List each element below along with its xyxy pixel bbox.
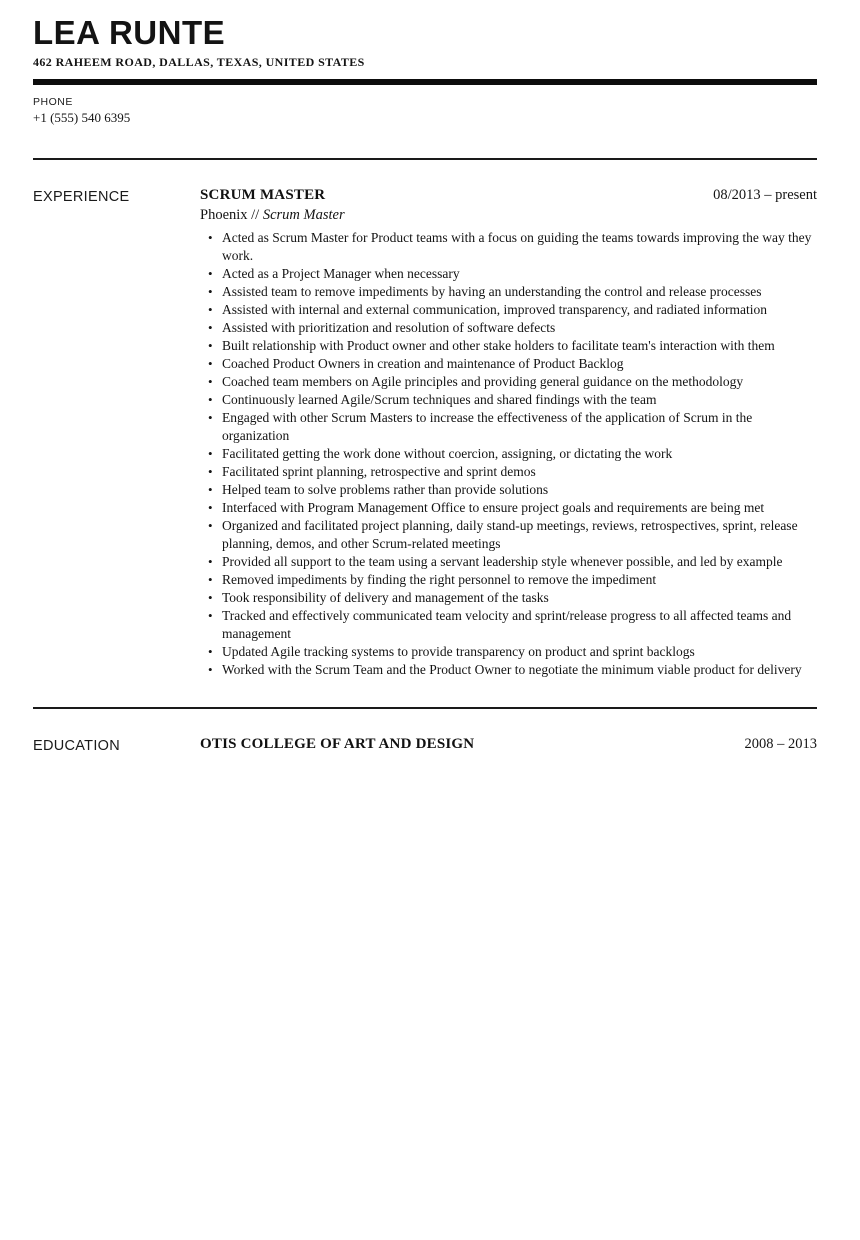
section-divider-bottom: [33, 707, 817, 709]
company-name: Phoenix: [200, 206, 248, 223]
bullet-item: • Helped team to solve problems rather than provide solutions: [200, 481, 817, 499]
education-section-label: EDUCATION: [33, 737, 121, 754]
bullet-item: • Took responsibility of delivery and management of the tasks: [200, 589, 817, 607]
job-header: [200, 187, 817, 204]
bullet-item: • Facilitated sprint planning, retrospective and sprint demos: [200, 463, 817, 481]
bullet-item: • Assisted with internal and external communication, improved transparency, and radiated information: [200, 301, 817, 319]
bullet-item: • Built relationship with Product owner and other stake holders to facilitate team's interaction with them: [200, 337, 817, 355]
bullet-item: • Updated Agile tracking systems to provide transparency on product and sprint backlogs: [200, 643, 817, 661]
bullet-item: • Interfaced with Program Management Office to ensure project goals and requirements are being met: [200, 499, 817, 517]
bullet-item: • Continuously learned Agile/Scrum techniques and shared findings with the team: [200, 391, 817, 409]
phone-label: PHONE: [33, 96, 73, 108]
bullet-item: • Coached Product Owners in creation and maintenance of Product Backlog: [200, 355, 817, 373]
bullet-item: • Tracked and effectively communicated team velocity and sprint/release progress to all affected teams and management: [200, 607, 817, 643]
education-header: [200, 736, 817, 753]
company-role-separator: //: [251, 206, 260, 223]
bullet-item: • Coached team members on Agile principles and providing general guidance on the methodology: [200, 373, 817, 391]
education-section: [33, 736, 817, 754]
person-name: LEA RUNTE: [33, 14, 226, 51]
school-name: OTIS COLLEGE OF ART AND DESIGN: [200, 735, 475, 752]
bullet-item: • Acted as Scrum Master for Product teams with a focus on guiding the teams towards improving the way they work.: [200, 229, 817, 265]
experience-section-label: EXPERIENCE: [33, 188, 130, 205]
role-name: Scrum Master: [262, 206, 345, 223]
bullet-item: • Removed impediments by finding the right personnel to remove the impediment: [200, 571, 817, 589]
bullet-item: • Assisted team to remove impediments by having an understanding the control and release processes: [200, 283, 817, 301]
experience-section: [33, 187, 817, 680]
bullet-item: • Engaged with other Scrum Masters to increase the effectiveness of the application of Scrum in the organization: [200, 409, 817, 445]
phone-value: +1 (555) 540 6395: [33, 110, 131, 125]
bullet-item: • Worked with the Scrum Team and the Product Owner to negotiate the minimum viable product for delivery: [200, 661, 817, 679]
experience-section-content: [200, 187, 817, 680]
bullet-item: • Provided all support to the team using a servant leadership style whenever possible, and led by example: [200, 553, 817, 571]
bullet-item: • Acted as a Project Manager when necessary: [200, 265, 817, 283]
job-dates: 08/2013 – present: [713, 186, 817, 203]
person-address: 462 RAHEEM ROAD, DALLAS, TEXAS, UNITED STATES: [33, 55, 365, 69]
job-subtitle: [200, 206, 817, 226]
bullet-item: • Organized and facilitated project planning, daily stand-up meetings, reviews, retrospectives, sprint, release planning, demos, and other Scrum-related meetings: [200, 517, 817, 553]
section-divider-top: [33, 158, 817, 160]
job-bullet-list: [200, 229, 817, 679]
bullet-item: • Assisted with prioritization and resolution of software defects: [200, 319, 817, 337]
education-dates: 2008 – 2013: [744, 735, 817, 752]
header-divider: [33, 79, 817, 85]
education-section-content: [200, 736, 817, 753]
bullet-item: • Facilitated getting the work done without coercion, assigning, or dictating the work: [200, 445, 817, 463]
job-title: SCRUM MASTER: [200, 186, 326, 203]
